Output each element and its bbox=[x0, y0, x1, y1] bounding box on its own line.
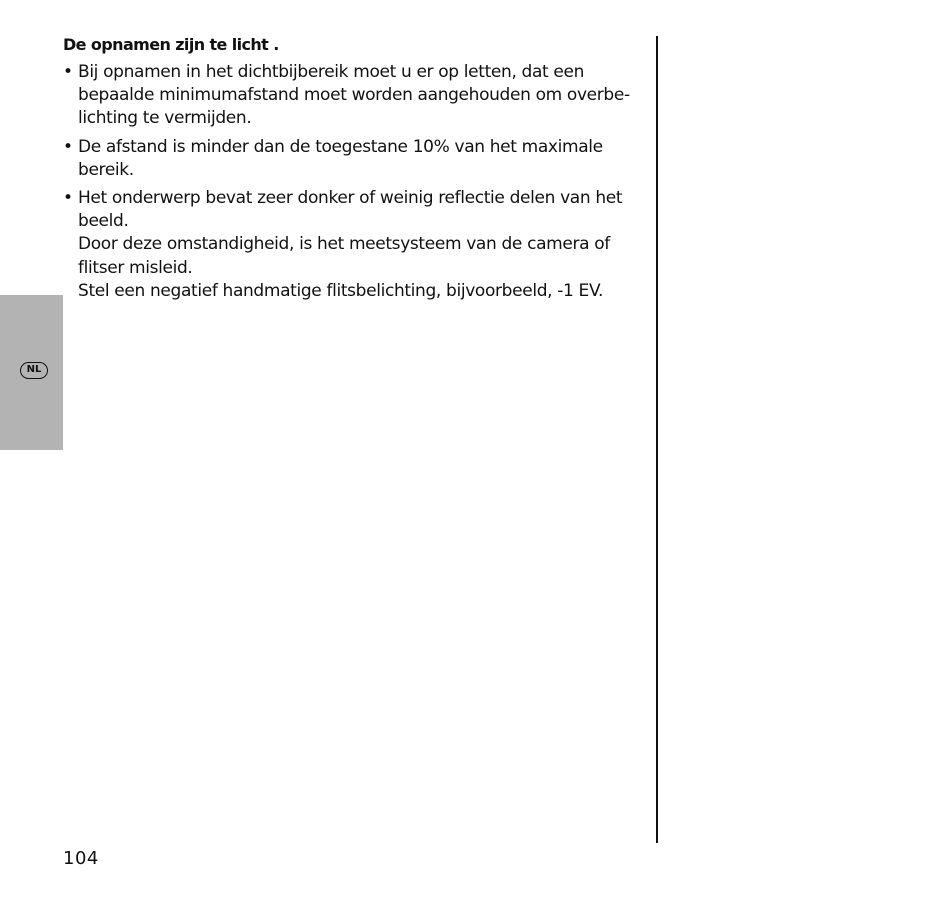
bullet-list bbox=[63, 61, 655, 308]
bullet-text-line: Het onderwerp bevat zeer donker of weinig reflectie delen van het bbox=[78, 188, 623, 209]
section-heading: De opnamen zijn te licht . bbox=[63, 35, 279, 54]
page-number: 104 bbox=[63, 848, 99, 869]
column-divider bbox=[656, 36, 658, 843]
language-badge: NL bbox=[20, 362, 48, 379]
bullet-item bbox=[63, 136, 655, 182]
bullet-text-line: lichting te vermijden. bbox=[78, 108, 252, 129]
bullet-text-line: De afstand is minder dan de toegestane 10% van het maximale bbox=[78, 136, 603, 157]
bullet-point-icon: • bbox=[63, 136, 73, 157]
bullet-text-line: beeld. bbox=[78, 211, 129, 232]
bullet-text-line: Stel een negatief handmatige flitsbelichting, bijvoorbeeld, -1 EV. bbox=[78, 280, 604, 301]
bullet-text-line: flitser misleid. bbox=[78, 257, 193, 278]
bullet-item bbox=[63, 61, 655, 131]
bullet-text-line: Door deze omstandigheid, is het meetsysteem van de camera of bbox=[78, 234, 610, 255]
bullet-point-icon: • bbox=[63, 188, 73, 209]
bullet-text-line: bereik. bbox=[78, 159, 134, 180]
bullet-point-icon: • bbox=[63, 62, 73, 82]
bullet-text-line: Bij opnamen in het dichtbijbereik moet u er op letten, dat een bbox=[78, 62, 585, 82]
bullet-item bbox=[63, 187, 655, 303]
bullet-text-line: bepaalde minimumafstand moet worden aangehouden om overbe- bbox=[78, 85, 630, 106]
